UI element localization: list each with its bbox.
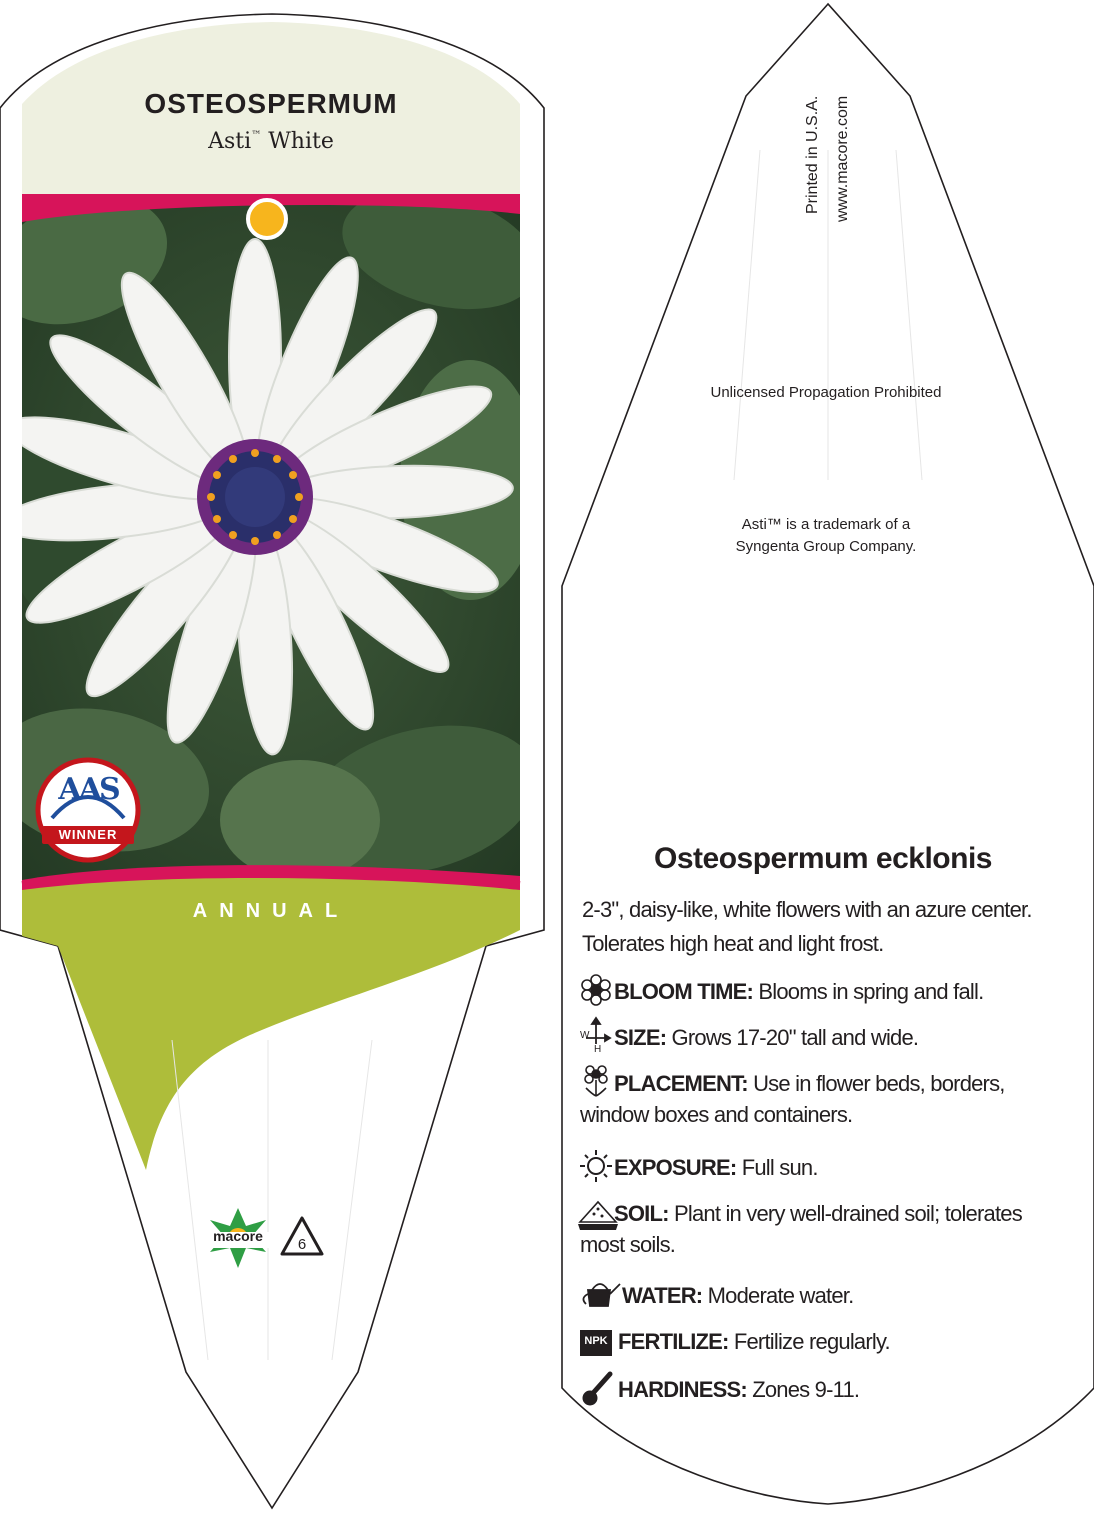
attribute-label: EXPOSURE: [614, 1155, 737, 1180]
attribute-exposure [580, 1152, 1070, 1183]
attribute-text: Full sun. [741, 1155, 818, 1180]
aas-badge-text: AAS [58, 772, 118, 807]
cultivar-series: Asti [208, 129, 252, 154]
attribute-fertilize [580, 1326, 1070, 1357]
attribute-text-continued: most soils. [580, 1232, 676, 1257]
description-line-2: Tolerates high heat and light frost. [582, 931, 884, 956]
attribute-size [580, 1022, 1070, 1053]
trademark-line-2: Syngenta Group Company. [735, 538, 917, 555]
plant-name: OSTEOSPERMUM [144, 88, 398, 119]
species-name: Osteospermum ecklonis [654, 842, 992, 875]
attribute-text: Blooms in spring and fall. [758, 979, 984, 1004]
attribute-water [580, 1280, 1070, 1311]
size-icon-height: H [594, 1044, 602, 1055]
attribute-label: PLACEMENT: [614, 1071, 748, 1096]
recycle-code: 6 [297, 1236, 307, 1253]
attribute-text: Grows 17-20" tall and wide. [671, 1025, 919, 1050]
sun-dot-icon [248, 200, 286, 238]
attribute-text: Moderate water. [707, 1283, 854, 1308]
macore-logo-text: macore [213, 1228, 263, 1244]
attribute-soil [580, 1198, 1070, 1260]
attribute-text-continued: window boxes and containers. [580, 1102, 853, 1127]
attribute-label: HARDINESS: [618, 1377, 747, 1402]
attribute-text: Plant in very well-drained soil; tolerates [673, 1201, 1022, 1226]
attribute-label: WATER: [622, 1283, 703, 1308]
attribute-hardiness [580, 1374, 1070, 1405]
npk-label: NPK [584, 1335, 608, 1347]
size-icon-width: W [580, 1030, 590, 1041]
cultivar-name [22, 129, 520, 154]
trademark-mark: ™ [251, 130, 262, 141]
attribute-text: Zones 9-11. [752, 1377, 860, 1402]
cultivar-color: White [268, 129, 334, 154]
plant-category: ANNUAL [192, 900, 350, 922]
attribute-label: FERTILIZE: [618, 1329, 729, 1354]
aas-badge-winner: WINNER [58, 827, 118, 842]
attribute-label: SIZE: [614, 1025, 667, 1050]
attribute-text: Use in flower beds, borders, [753, 1071, 1005, 1096]
attribute-label: SOIL: [614, 1201, 669, 1226]
printed-in: Printed in U.S.A. [804, 95, 821, 214]
attribute-bloom-time [580, 976, 1070, 1007]
description-line-1: 2-3", daisy-like, white flowers with an azure center. [582, 897, 1032, 922]
attribute-label: BLOOM TIME: [614, 979, 754, 1004]
website: www.macore.com [834, 95, 851, 222]
trademark-line-1: Asti™ is a trademark of a [741, 516, 911, 533]
attribute-placement [580, 1068, 1070, 1130]
attribute-text: Fertilize regularly. [733, 1329, 890, 1354]
propagation-notice: Unlicensed Propagation Prohibited [710, 384, 942, 401]
